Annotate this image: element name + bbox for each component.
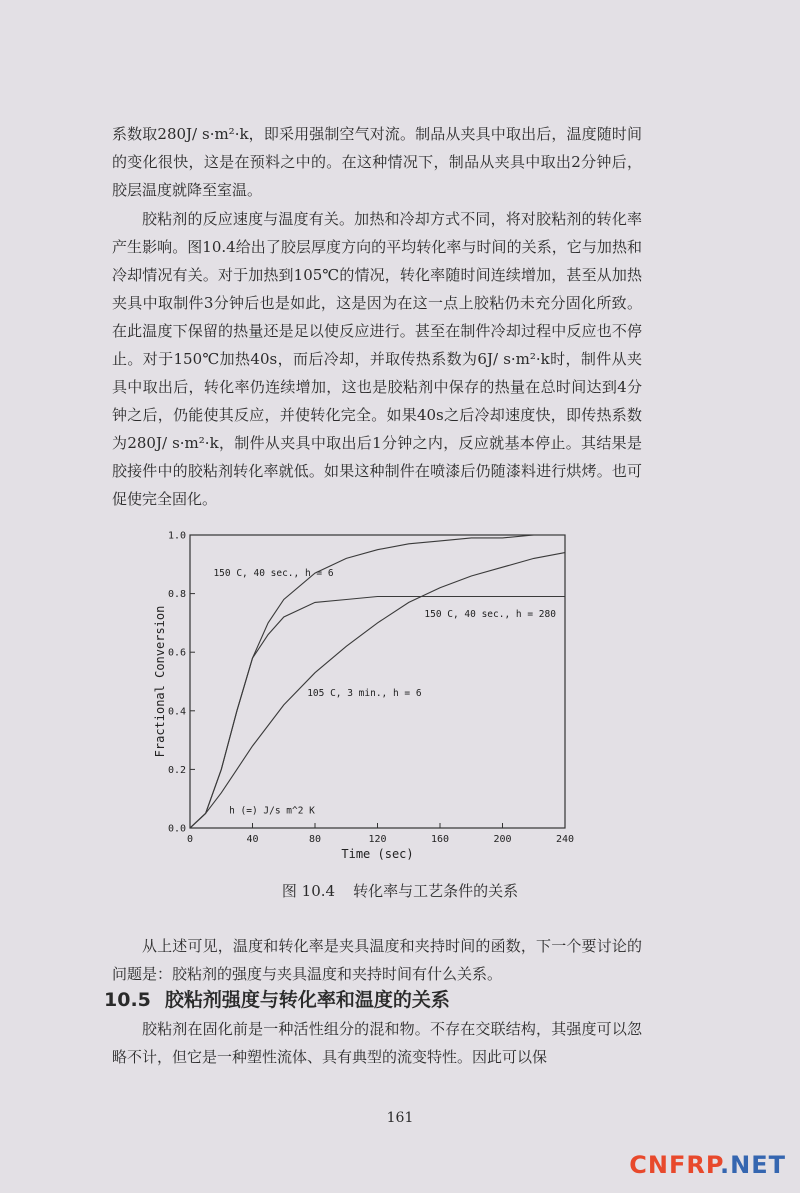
y-tick-label: 0.2 [167, 764, 186, 776]
y-tick-label: 0.6 [167, 647, 186, 659]
paragraph-strength: 胶粘剂在固化前是一种活性组分的混和物。不存在交联结构，其强度可以忽略不计，但它是一种塑性流体、具有典型的流变特性。因此可以保 [112, 1020, 642, 1066]
conversion-chart [150, 520, 580, 870]
chart-annotation-4: h (=) J/s m^2 K [229, 805, 315, 817]
page-number: 161 [386, 1110, 414, 1126]
figure-caption [0, 880, 800, 901]
y-tick-label: 0.8 [167, 589, 186, 601]
x-tick-label: 240 [555, 834, 575, 845]
x-tick-label: 0 [186, 834, 194, 845]
x-tick-label: 40 [246, 834, 259, 845]
x-tick-label: 160 [430, 834, 450, 845]
x-tick-label: 80 [308, 834, 322, 845]
x-tick-label: 200 [493, 834, 512, 845]
series-line-2 [190, 597, 565, 829]
paragraph-reaction-rate: 胶粘剂的反应速度与温度有关。加热和冷却方式不同，将对胶粘剂的转化率产生影响。图10.4给出了胶层厚度方向的平均转化率与时间的关系，它与加热和冷却情况有关。对于加热到105℃的情况，转化率随时间连续增加，甚至从加热夹具中取制件3分钟后也是如此，这是因为在这一点上胶粘仍未充分固化所致。在此温度下保留的热量还是足以使反应进行。甚至在制件冷却过程中反应也不停止。对于150℃加热40s，而后冷却，并取传热系数为6J/ s·m²·k时，制件从夹具中取出后，转化率仍连续增加，这也是胶粘剂中保存的热量在总时间达到4分钟之后，仍能使其反应，并使转化完全。如果40s之后冷却速度快，即传热系数为280J/ s·m²·k，制件从夹具中取出后1分钟之内，反应就基本停止。其结果是胶接件中的胶粘剂转化率就低。如果这种制件在喷漆后仍随漆料进行烘烤。也可促使完全固化。 [112, 210, 642, 508]
y-tick-label: 1.0 [167, 530, 186, 542]
section-number: 10.5 [104, 989, 151, 1011]
figure-caption-text: 转化率与工艺条件的关系 [353, 882, 519, 900]
chart-annotation-1: 150 C, 40 sec., h = 6 [213, 568, 334, 580]
x-axis-label: Time (sec) [341, 847, 414, 861]
y-tick-label: 0.4 [167, 706, 186, 718]
paragraph-transition: 从上述可见，温度和转化率是夹具温度和夹持时间的函数，下一个要讨论的问题是：胶粘剂的强度与夹具温度和夹持时间有什么关系。 [112, 937, 642, 983]
chart-annotation-2: 150 C, 40 sec., h = 280 [424, 609, 556, 621]
section-heading [104, 985, 450, 1012]
y-tick-label: 0.0 [167, 823, 186, 835]
section-title: 胶粘剂强度与转化率和温度的关系 [164, 989, 450, 1011]
watermark-part-b: .NET [720, 1151, 786, 1179]
x-tick-label: 120 [368, 834, 387, 845]
site-watermark [629, 1151, 786, 1179]
y-axis-label: Fractional Conversion [153, 605, 167, 758]
figure-number: 图 10.4 [281, 882, 336, 900]
paragraph-heat-transfer: 系数取280J/ s·m²·k，即采用强制空气对流。制品从夹具中取出后，温度随时间的变化很快，这是在预料之中的。在这种情况下，制品从夹具中取出2分钟后，胶层温度就降至室温。 [112, 125, 642, 199]
watermark-part-a: CNFRP [629, 1151, 721, 1179]
chart-annotation-3: 105 C, 3 min., h = 6 [307, 688, 422, 700]
